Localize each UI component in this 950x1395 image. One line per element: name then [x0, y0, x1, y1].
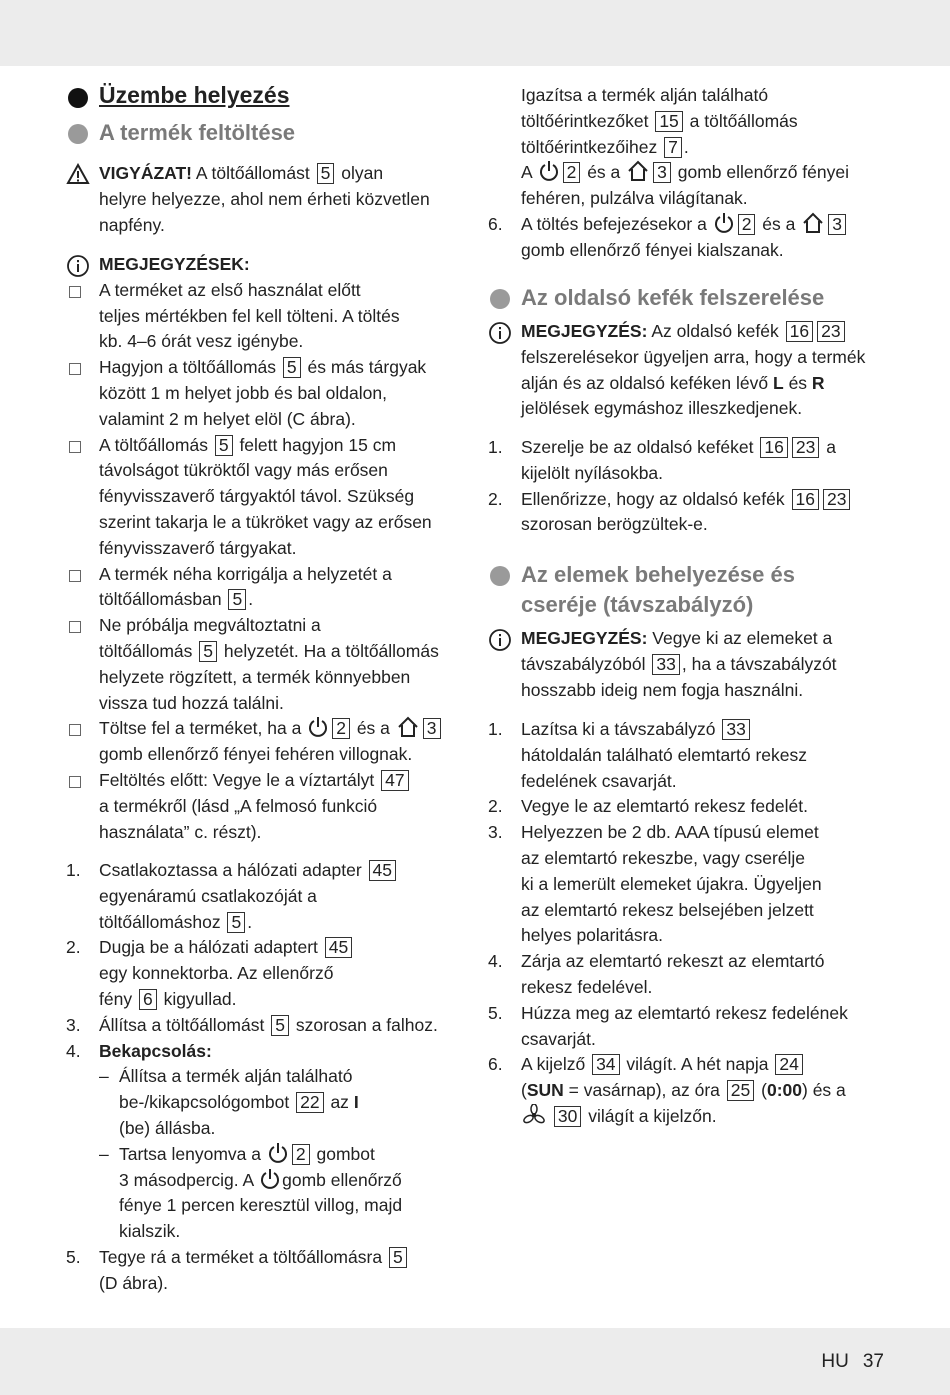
ref-number: 45	[369, 860, 396, 881]
notes-label: MEGJEGYZÉSEK:	[99, 254, 250, 274]
ref-number: 16	[760, 437, 787, 458]
text: és más tárgyak	[307, 357, 427, 378]
text: Ellenőrizze, hogy az oldalsó kefék	[521, 488, 785, 509]
list-item	[66, 716, 476, 768]
ref-number: 5	[228, 589, 246, 610]
checkbox-bullet-icon	[69, 286, 81, 298]
info-icon	[488, 321, 512, 345]
note-block-kefe	[488, 319, 888, 422]
step-item	[488, 794, 888, 820]
warning-label: VIGYÁZAT!	[99, 163, 193, 183]
text-line: rekesz fedelével.	[521, 976, 653, 997]
step-item	[488, 1001, 888, 1053]
step-item	[488, 435, 888, 487]
text-line: helyre helyezze, ahol nem érheti közvetlen	[99, 188, 430, 209]
bullet-dot	[490, 566, 510, 586]
section-heading-uzembe	[66, 82, 476, 112]
text-line: kb. 4–6 órát vesz igénybe.	[99, 331, 304, 352]
text-line: Zárja az elemtartó rekeszt az elemtartó	[521, 951, 825, 972]
warning-block	[66, 161, 476, 238]
step-item	[66, 858, 476, 935]
text: R	[811, 372, 825, 393]
step-number: 3.	[66, 1014, 81, 1035]
text: A	[521, 162, 532, 183]
section-heading-kefe	[488, 283, 888, 313]
sub-item	[66, 1142, 476, 1245]
power-icon	[260, 1168, 280, 1190]
ref-number: 5	[283, 357, 301, 378]
ref-number: 5	[317, 163, 335, 184]
text-line: hosszabb ideig nem fogja használni.	[521, 679, 804, 700]
text-line: Igazítsa a termék alján található	[521, 85, 769, 105]
checkbox-bullet-icon	[69, 776, 81, 788]
text: Dugja be a hálózati adaptert	[99, 937, 318, 958]
text-line: gomb ellenőrző fényei kialszanak.	[521, 239, 784, 260]
dash-bullet: –	[99, 1143, 109, 1164]
text-line: a termékről (lásd „A felmosó funkció	[99, 795, 378, 816]
steps-list	[66, 858, 476, 1297]
text-line: hátoldalán található elemtartó rekesz	[521, 744, 808, 765]
list-item	[66, 768, 476, 845]
ref-number: 24	[775, 1054, 802, 1075]
ref-number: 5	[215, 435, 233, 456]
text-line: egyenáramú csatlakozóját a	[99, 885, 317, 906]
note-label: MEGJEGYZÉS:	[521, 321, 648, 341]
step-item	[66, 1245, 476, 1297]
text-line: egy konnektorba. Az ellenőrző	[99, 963, 334, 984]
text-line: A terméket az első használat előtt	[99, 279, 361, 300]
text: Lazítsa ki a távszabályzó	[521, 719, 716, 739]
step-number: 4.	[66, 1040, 81, 1061]
text: be-/kikapcsológombot	[119, 1092, 290, 1113]
text-line: kijelölt nyílásokba.	[521, 462, 664, 483]
text-line: az elemtartó rekeszbe, vagy cserélje	[521, 847, 806, 868]
home-icon	[627, 160, 649, 182]
text: L	[772, 372, 784, 393]
heading-text: Üzembe helyezés	[99, 82, 290, 108]
info-icon	[488, 628, 512, 652]
step-item	[488, 717, 888, 794]
checkbox-bullet-icon	[69, 724, 81, 736]
step-number: 2.	[66, 937, 81, 958]
text-line: A termék néha korrigálja a helyzetét a	[99, 563, 392, 584]
text: gombot	[316, 1143, 375, 1164]
step-number: 1.	[488, 719, 503, 739]
step-item	[488, 1052, 888, 1129]
text: Vegye ki az elemeket a	[652, 628, 833, 648]
ref-number: 33	[652, 654, 679, 675]
text: felett hagyjon 15 cm	[239, 434, 397, 455]
text-line: fénye 1 percen keresztül villog, majd	[119, 1195, 403, 1216]
note-block-elem	[488, 626, 888, 703]
ref-number: 25	[727, 1080, 754, 1101]
list-item	[66, 355, 476, 432]
step-item	[66, 935, 476, 1012]
checkbox-bullet-icon	[69, 621, 81, 633]
text: töltőállomás	[99, 640, 193, 661]
text: Csatlakoztassa a hálózati adapter	[99, 860, 362, 880]
text: A töltés befejezésekor a	[521, 213, 707, 234]
text-line: kialszik.	[119, 1221, 181, 1242]
heading-text: A termék feltöltése	[99, 120, 296, 145]
ref-number: 7	[664, 137, 682, 158]
text: és a	[356, 718, 390, 739]
text: alján és az oldalsó keféken lévő	[521, 372, 769, 393]
text-line: (D ábra).	[99, 1272, 169, 1293]
text: töltőállomásban	[99, 589, 222, 610]
text: töltőérintkezőket	[521, 110, 649, 131]
step-number: 1.	[488, 437, 503, 457]
step-item	[66, 1039, 476, 1245]
ref-number: 23	[792, 437, 819, 458]
text-line: szerint takarja le a tükröket vagy az erősen	[99, 511, 432, 532]
ref-number: 2	[563, 162, 581, 183]
text-line: Ne próbálja megváltoztatni a	[99, 615, 321, 636]
ref-number: 45	[325, 937, 352, 958]
power-icon	[308, 716, 328, 738]
text: Töltse fel a terméket, ha a	[99, 718, 302, 739]
step-item	[488, 949, 888, 1001]
ref-number: 15	[655, 111, 682, 132]
text: A kijelző	[521, 1054, 586, 1075]
section-heading-elem	[488, 560, 888, 620]
step-number: 5.	[488, 1002, 503, 1023]
text: szorosan a falhoz.	[295, 1014, 438, 1035]
home-icon	[802, 212, 824, 234]
text-line: Állítsa a termék alján található	[119, 1066, 353, 1087]
ref-number: 5	[389, 1247, 407, 1268]
text: Tartsa lenyomva a	[119, 1143, 262, 1164]
page-number: 37	[862, 1351, 884, 1372]
bullet-dot	[68, 88, 88, 108]
text-line: napfény.	[99, 214, 165, 235]
step-number: 6.	[488, 1054, 503, 1075]
text: a töltőállomás	[689, 110, 798, 131]
text: és a	[587, 162, 621, 183]
ref-number: 5	[199, 641, 217, 662]
text: ) és a	[802, 1080, 846, 1101]
step-item	[488, 212, 888, 264]
bullet-dot	[490, 289, 510, 309]
bullet-dot	[68, 124, 88, 144]
list-item	[66, 278, 476, 355]
dash-bullet: –	[99, 1066, 109, 1087]
page-footer	[807, 1351, 884, 1373]
text: 0:00	[766, 1080, 802, 1101]
text: 3 másodpercig. A	[119, 1169, 254, 1190]
step-item	[488, 487, 888, 539]
text-line: csavarját.	[521, 1028, 596, 1049]
section-heading-toltes	[66, 118, 476, 148]
ref-number: 22	[296, 1092, 323, 1113]
checkbox-bullet-icon	[69, 441, 81, 453]
text-line: valamint 2 m helyet elöl (C ábra).	[99, 408, 356, 429]
text: világít a kijelzőn.	[588, 1105, 717, 1126]
note-label: MEGJEGYZÉS:	[521, 628, 648, 648]
text: , ha a távszabályzót	[681, 653, 837, 674]
ref-number: 2	[738, 214, 756, 235]
text: kigyullad.	[163, 988, 237, 1009]
text-line: szorosan berögzültek-e.	[521, 514, 708, 535]
text: helyzetét. Ha a töltőállomás	[223, 640, 439, 661]
step-number: 4.	[488, 951, 503, 972]
text: világít. A hét napja	[626, 1054, 769, 1075]
ref-number: 3	[653, 162, 671, 183]
text-line: Helyezzen be 2 db. AAA típusú elemet	[521, 822, 819, 843]
ref-number: 23	[817, 321, 844, 342]
text: gomb ellenőrző fényei	[677, 162, 849, 183]
text: és	[788, 372, 808, 393]
text-line: Húzza meg az elemtartó rekesz fedelének	[521, 1002, 848, 1023]
ref-number: 33	[722, 719, 749, 740]
step-number: 6.	[488, 213, 503, 234]
step-item	[66, 1013, 476, 1039]
steps-elem	[488, 717, 888, 1130]
text-line: jelölések egymáshoz illeszkedjenek.	[521, 398, 803, 419]
sub-item	[66, 1064, 476, 1141]
text: Hagyjon a töltőállomás	[99, 357, 277, 378]
ref-number: 23	[823, 489, 850, 510]
step-number: 3.	[488, 822, 503, 843]
text: töltőérintkezőihez	[521, 136, 658, 157]
power-icon	[539, 160, 559, 182]
text: Tegye rá a terméket a töltőállomásra	[99, 1246, 383, 1267]
text-line: gomb ellenőrző fényei fehéren villognak.	[99, 744, 413, 765]
text-line: fényvisszaverő tárgyaktól távol. Szükség	[99, 486, 415, 507]
text: Állítsa a töltőállomást	[99, 1014, 265, 1035]
text-line: ki a lemerült elemeket újakra. Ügyeljen	[521, 873, 822, 894]
ref-number: 5	[271, 1015, 289, 1036]
text: .	[683, 136, 689, 157]
text-line: fényvisszaverő tárgyakat.	[99, 537, 297, 558]
list-item	[66, 562, 476, 614]
steps-kefe	[488, 435, 888, 538]
info-icon	[66, 254, 90, 278]
text: olyan	[341, 163, 384, 183]
step-label: Bekapcsolás:	[99, 1040, 212, 1061]
text-line: vissza tud hozzá találni.	[99, 692, 284, 713]
top-band	[0, 0, 950, 66]
text-line: között 1 m helyet jobb és bal oldalon,	[99, 382, 387, 403]
step-number: 1.	[66, 860, 81, 880]
ref-number: 3	[423, 718, 441, 739]
ref-number: 2	[292, 1144, 310, 1165]
fan-icon	[523, 1104, 545, 1126]
text: a	[826, 437, 836, 457]
ref-number: 5	[227, 912, 245, 933]
text: Feltöltés előtt: Vegye le a víztartályt	[99, 769, 375, 790]
text: töltőállomáshoz	[99, 911, 221, 932]
ref-number: 30	[554, 1106, 581, 1127]
text-line: távolságot tükröktől vagy más erősen	[99, 460, 388, 481]
ref-number: 3	[828, 214, 846, 235]
text-line: fehéren, pulzálva világítanak.	[521, 188, 748, 209]
step-number: 2.	[488, 488, 503, 509]
text-line: teljes mértékben fel kell tölteni. A töltés	[99, 305, 400, 326]
checkbox-bullet-icon	[69, 570, 81, 582]
text: A töltőállomás	[99, 434, 208, 455]
warning-icon	[66, 163, 90, 185]
text-line: helyzete rögzített, a termék könnyebben	[99, 666, 411, 687]
text: .	[248, 589, 254, 610]
text: = vasárnap), az óra	[568, 1080, 720, 1101]
step-number: 2.	[488, 796, 503, 817]
text: az	[330, 1092, 349, 1113]
ref-number: 47	[381, 770, 408, 791]
text-line: használata” c. részt).	[99, 821, 262, 842]
power-icon	[268, 1142, 288, 1164]
checkbox-bullet-icon	[69, 363, 81, 375]
ref-number: 16	[786, 321, 813, 342]
ref-number: 16	[792, 489, 819, 510]
ref-number: 2	[332, 718, 350, 739]
heading-text: Az elemek behelyezése és	[521, 562, 795, 587]
text-line: az elemtartó rekesz belsejében jelzett	[521, 899, 814, 920]
text-line: Vegye le az elemtartó rekesz fedelét.	[521, 796, 808, 817]
continued-step	[488, 83, 888, 264]
text: és a	[762, 213, 796, 234]
notes-block	[66, 252, 476, 845]
text: távszabályzóból	[521, 653, 646, 674]
step-item	[488, 820, 888, 949]
text-line: (be) állásba.	[119, 1117, 216, 1138]
list-item	[66, 433, 476, 562]
language-code: HU	[821, 1351, 849, 1372]
text: fény	[99, 988, 133, 1009]
text: A töltőállomást	[195, 163, 310, 183]
list-item	[66, 613, 476, 716]
step-number: 5.	[66, 1246, 81, 1267]
text: (	[761, 1080, 767, 1101]
text-line: fedelének csavarját.	[521, 770, 677, 791]
ref-number: 6	[139, 989, 157, 1010]
power-icon	[714, 212, 734, 234]
ref-number: 34	[592, 1054, 619, 1075]
text: SUN	[526, 1080, 564, 1101]
text-line: felszerelésekor ügyeljen arra, hogy a termék	[521, 346, 866, 367]
text: gomb ellenőrző	[282, 1169, 402, 1190]
text: .	[247, 911, 253, 932]
text: I	[353, 1092, 359, 1113]
heading-text: cseréje (távszabályzó)	[521, 592, 754, 617]
text-line: helyes polaritásra.	[521, 925, 664, 946]
text: Szerelje be az oldalsó keféket	[521, 437, 754, 457]
heading-text: Az oldalsó kefék felszerelése	[521, 285, 825, 310]
text: (	[521, 1080, 527, 1101]
home-icon	[397, 716, 419, 738]
text: Az oldalsó kefék	[651, 321, 779, 341]
